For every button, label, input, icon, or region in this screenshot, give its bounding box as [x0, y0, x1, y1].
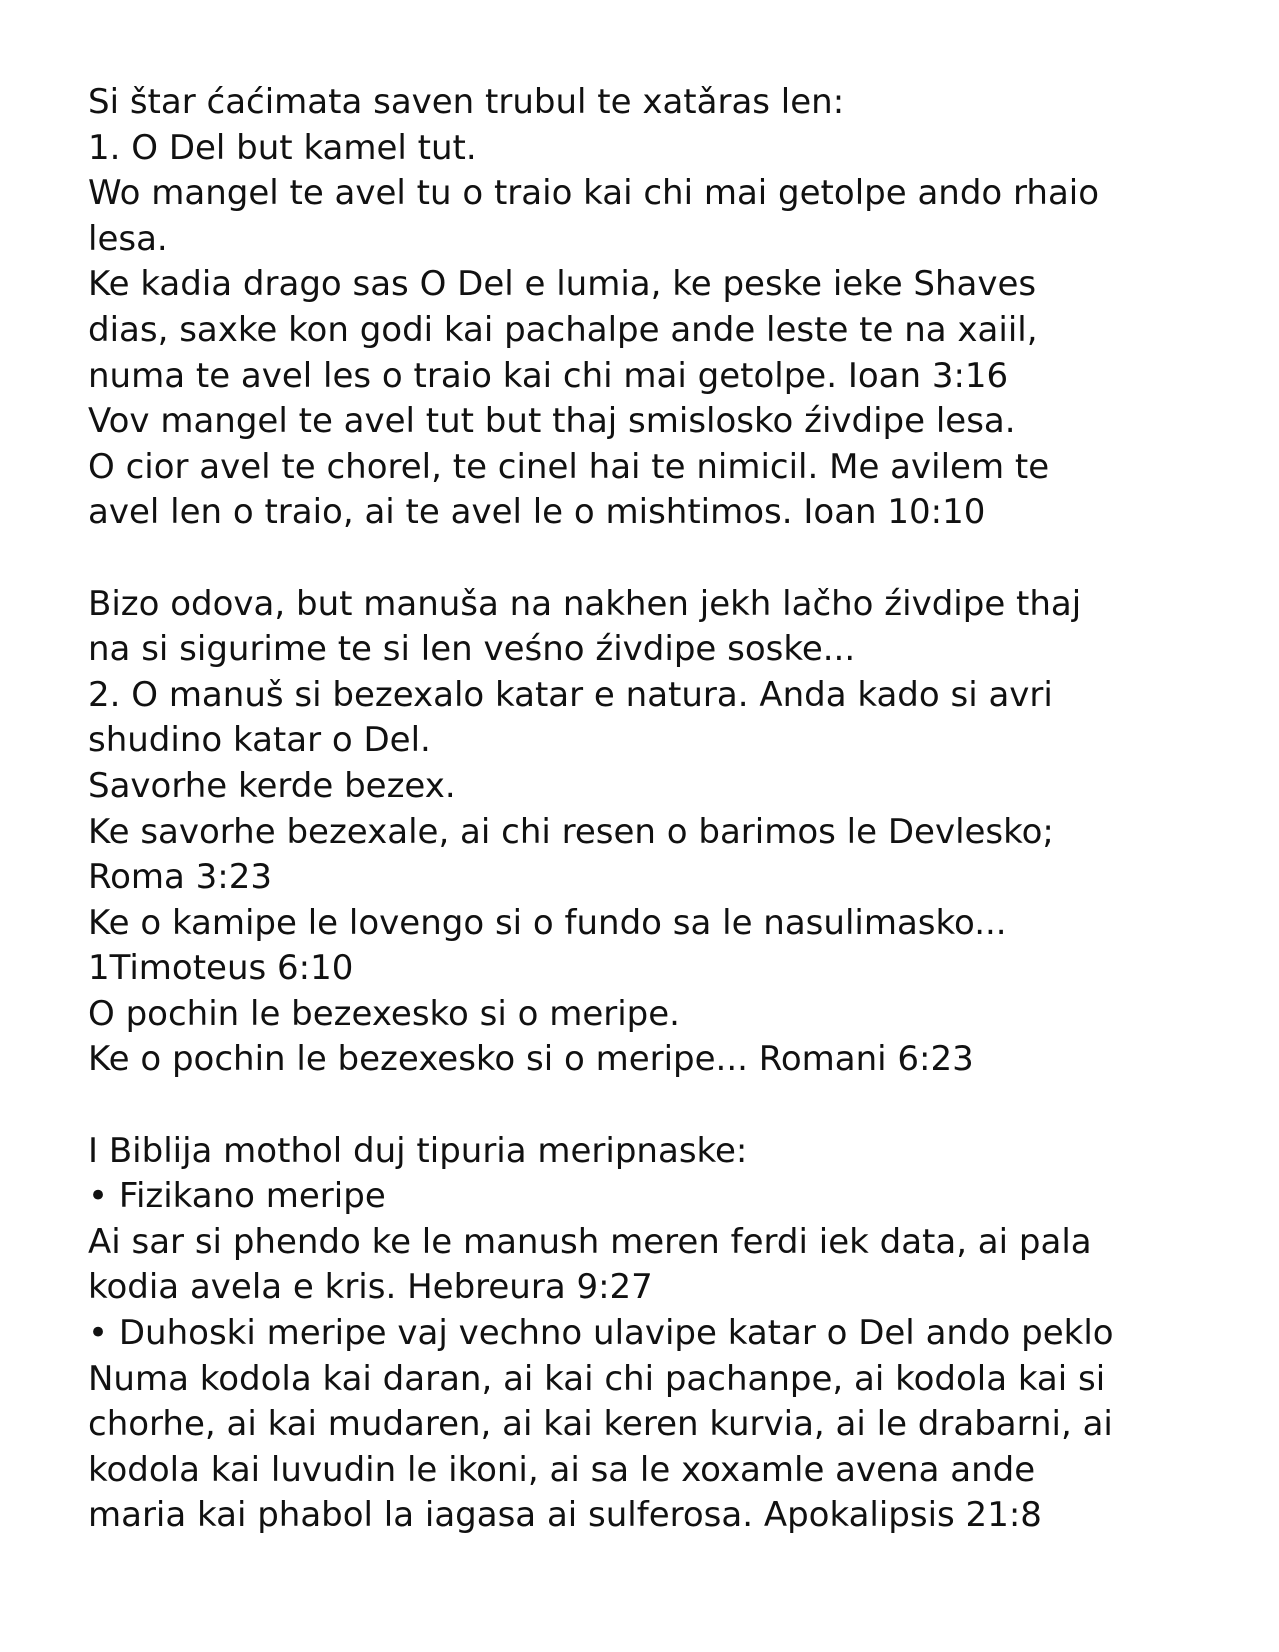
- text-line: kodia avela e kris. Hebreura 9:27: [88, 1267, 653, 1308]
- document-page: [88, 80, 1248, 1539]
- blank-line: [88, 536, 1248, 582]
- text-line: dias, saxke kon godi kai pachalpe ande leste te na xaiil,: [88, 309, 1038, 350]
- text-line: Roma 3:23: [88, 857, 273, 898]
- text-line: Vov mangel te avel tut but thaj smislosko źivdipe lesa.: [88, 401, 1016, 442]
- text-line: • Fizikano meripe: [88, 1176, 386, 1217]
- text-line: 1. O Del but kamel tut.: [88, 127, 477, 168]
- text-line: • Duhoski meripe vaj vechno ulavipe katar o Del ando peklo: [88, 1313, 1114, 1354]
- text-line: Ke kadia drago sas O Del e lumia, ke peske ieke Shaves: [88, 264, 1037, 305]
- text-line: Bizo odova, but manuša na nakhen jekh lačho źivdipe thaj: [88, 583, 1082, 624]
- text-line: maria kai phabol la iagasa ai sulferosa. Apokalipsis 21:8: [88, 1495, 1042, 1536]
- text-line: kodola kai luvudin le ikoni, ai sa le xoxamle avena ande: [88, 1449, 1036, 1490]
- text-line: O cior avel te chorel, te cinel hai te nimicil. Me avilem te: [88, 446, 1050, 487]
- text-line: I Biblija mothol duj tipuria meripnaske:: [88, 1130, 748, 1171]
- text-line: Si štar ćaćimata saven trubul te xatǎras len:: [88, 82, 845, 122]
- text-line: 2. O manuš si bezexalo katar e natura. Anda kado si avri: [88, 674, 1053, 715]
- text-line: O pochin le bezexesko si o meripe.: [88, 993, 680, 1034]
- text-line: avel len o traio, ai te avel le o mishtimos. Ioan 10:10: [88, 492, 986, 533]
- text-line: na si sigurime te si len veśno źivdipe soske...: [88, 629, 856, 670]
- text-line: Ke savorhe bezexale, ai chi resen o barimos le Devlesko;: [88, 811, 1054, 852]
- blank-line: [88, 1083, 1248, 1129]
- text-line: Ke o pochin le bezexesko si o meripe... Romani 6:23: [88, 1039, 974, 1080]
- text-line: Numa kodola kai daran, ai kai chi pachanpe, ai kodola kai si: [88, 1358, 1106, 1399]
- text-line: Ai sar si phendo ke le manush meren ferdi iek data, ai pala: [88, 1221, 1092, 1262]
- text-line: Wo mangel te avel tu o traio kai chi mai getolpe ando rhaio: [88, 173, 1100, 214]
- text-line: Savorhe kerde bezex.: [88, 765, 456, 806]
- text-line: 1Timoteus 6:10: [88, 948, 354, 989]
- text-line: numa te avel les o traio kai chi mai getolpe. Ioan 3:16: [88, 355, 1009, 396]
- text-line: lesa.: [88, 218, 168, 259]
- text-line: chorhe, ai kai mudaren, ai kai keren kurvia, ai le drabarni, ai: [88, 1404, 1113, 1445]
- text-line: Ke o kamipe le lovengo si o fundo sa le nasulimasko...: [88, 902, 1007, 943]
- text-line: shudino katar o Del.: [88, 720, 431, 761]
